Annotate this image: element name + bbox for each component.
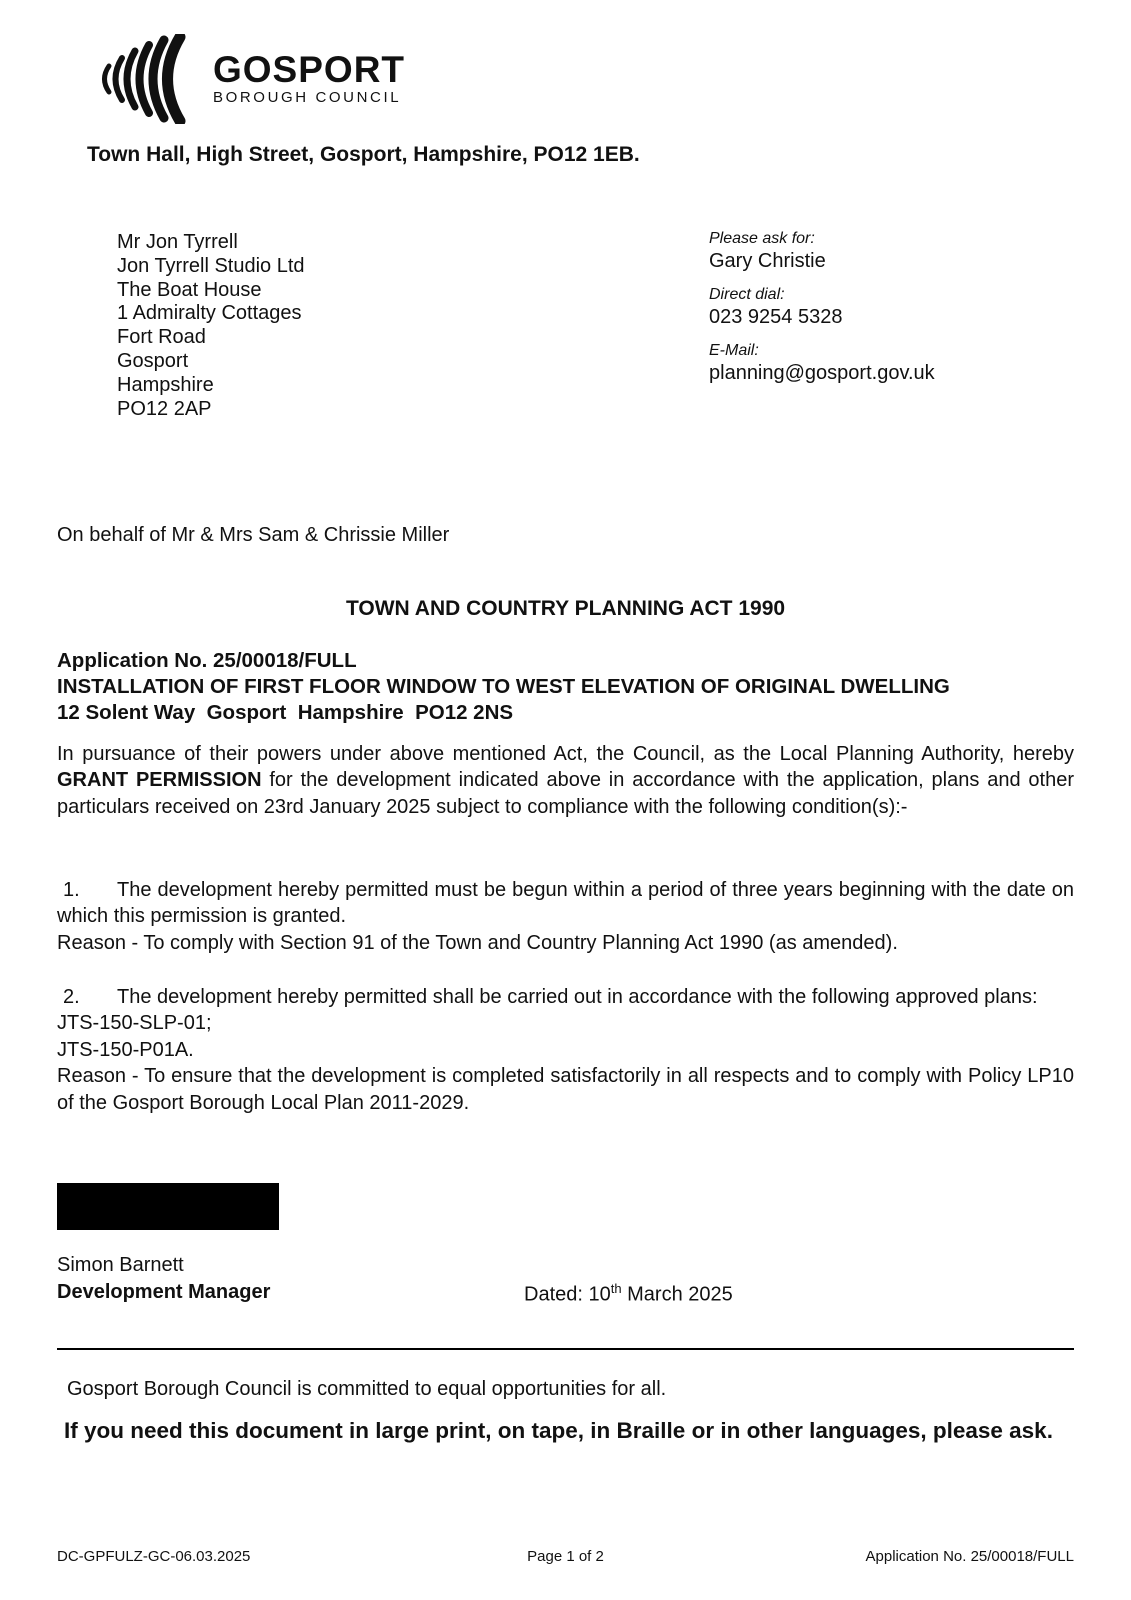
email-address: planning@gosport.gov.uk xyxy=(709,362,935,384)
condition-2 xyxy=(57,984,1074,1010)
contact-officer-name: Gary Christie xyxy=(709,250,826,272)
dated-post: March 2025 xyxy=(621,1283,733,1306)
dated-pre: Dated: 10 xyxy=(524,1283,611,1306)
site-address: 12 Solent Way Gosport Hampshire PO12 2NS xyxy=(57,701,514,724)
grant-paragraph-pre: In pursuance of their powers under above mentioned Act, the Council, as the Local Planning Authority, hereby xyxy=(57,743,1074,765)
condition-1-block xyxy=(57,877,1074,956)
logo-subtitle: BOROUGH COUNCIL xyxy=(213,89,402,106)
approved-plan-reference: JTS-150-P01A. xyxy=(57,1038,194,1061)
on-behalf-line: On behalf of Mr & Mrs Sam & Chrissie Miller xyxy=(57,524,450,546)
grant-permission-emphasis: GRANT PERMISSION xyxy=(57,769,262,792)
accessibility-notice: If you need this document in large print, on tape, in Braille or in other languages, please ask. xyxy=(64,1418,1053,1443)
contact-block xyxy=(709,228,1039,396)
council-address-line: Town Hall, High Street, Gosport, Hampshire, PO12 1EB. xyxy=(87,143,640,166)
condition-2-reason: Reason - To ensure that the development is completed satisfactorily in all respects and to comply with Policy LP10 of the Gosport Borough Local Plan 2011-2029. xyxy=(57,1065,1074,1114)
direct-dial-label: Direct dial: xyxy=(709,286,785,303)
recipient-line: The Boat House xyxy=(117,278,262,301)
signature-row xyxy=(57,1281,1074,1304)
redacted-signature xyxy=(57,1183,279,1230)
recipient-line: Hampshire xyxy=(117,373,214,396)
dated-line xyxy=(524,1281,733,1307)
application-number: Application No. 25/00018/FULL xyxy=(57,649,357,672)
proposal-description: INSTALLATION OF FIRST FLOOR WINDOW TO WEST ELEVATION OF ORIGINAL DWELLING xyxy=(57,675,950,698)
recipient-line: Gosport xyxy=(117,349,189,372)
condition-1 xyxy=(57,877,1074,930)
condition-1-reason: Reason - To comply with Section 91 of the Town and Country Planning Act 1990 (as amended). xyxy=(57,931,898,954)
recipient-line: 1 Admiralty Cottages xyxy=(117,302,302,325)
approved-plan-reference: JTS-150-SLP-01; xyxy=(57,1012,212,1035)
grant-paragraph xyxy=(57,741,1074,820)
signatory-title: Development Manager xyxy=(57,1281,271,1303)
signatory-name: Simon Barnett xyxy=(57,1254,184,1276)
grant-paragraph-post: for the development indicated above in accordance with the application, plans and other particulars received on 23rd January 2025 subject to compliance with the following condition(s):- xyxy=(57,769,1074,818)
footer-divider xyxy=(57,1348,1074,1350)
condition-1-number: 1. xyxy=(63,879,80,901)
act-title: TOWN AND COUNTRY PLANNING ACT 1990 xyxy=(345,597,786,620)
condition-2-text: The development hereby permitted shall be carried out in accordance with the following approved plans: xyxy=(117,986,1038,1008)
page-number: Page 1 of 2 xyxy=(527,1548,604,1565)
contact-email-group xyxy=(709,340,1039,386)
please-ask-for-label: Please ask for: xyxy=(709,230,815,247)
logo-text xyxy=(213,51,405,107)
recipient-line: Mr Jon Tyrrell xyxy=(117,231,238,253)
condition-2-block xyxy=(57,984,1074,1116)
application-block xyxy=(57,648,1074,726)
condition-2-number: 2. xyxy=(63,986,80,1008)
contact-ask-group xyxy=(709,228,1039,274)
council-logo xyxy=(95,34,405,124)
ordinal-suffix: th xyxy=(610,1281,622,1296)
application-reference: Application No. 25/00018/FULL xyxy=(865,1548,1074,1565)
gosport-waves-logo-icon xyxy=(95,34,203,124)
condition-1-text: The development hereby permitted must be begun within a period of three years beginning with the date on which this permission is granted. xyxy=(57,879,1074,928)
recipient-address-block xyxy=(117,231,305,421)
equal-opportunities-statement: Gosport Borough Council is committed to equal opportunities for all. xyxy=(67,1378,667,1400)
recipient-line: Jon Tyrrell Studio Ltd xyxy=(117,254,305,277)
contact-dial-group xyxy=(709,284,1039,330)
recipient-line: PO12 2AP xyxy=(117,397,212,420)
recipient-line: Fort Road xyxy=(117,326,206,349)
email-label: E-Mail: xyxy=(709,342,759,359)
direct-dial-number: 023 9254 5328 xyxy=(709,306,843,328)
logo-title: GOSPORT xyxy=(213,49,406,90)
document-reference: DC-GPFULZ-GC-06.03.2025 xyxy=(57,1548,251,1565)
